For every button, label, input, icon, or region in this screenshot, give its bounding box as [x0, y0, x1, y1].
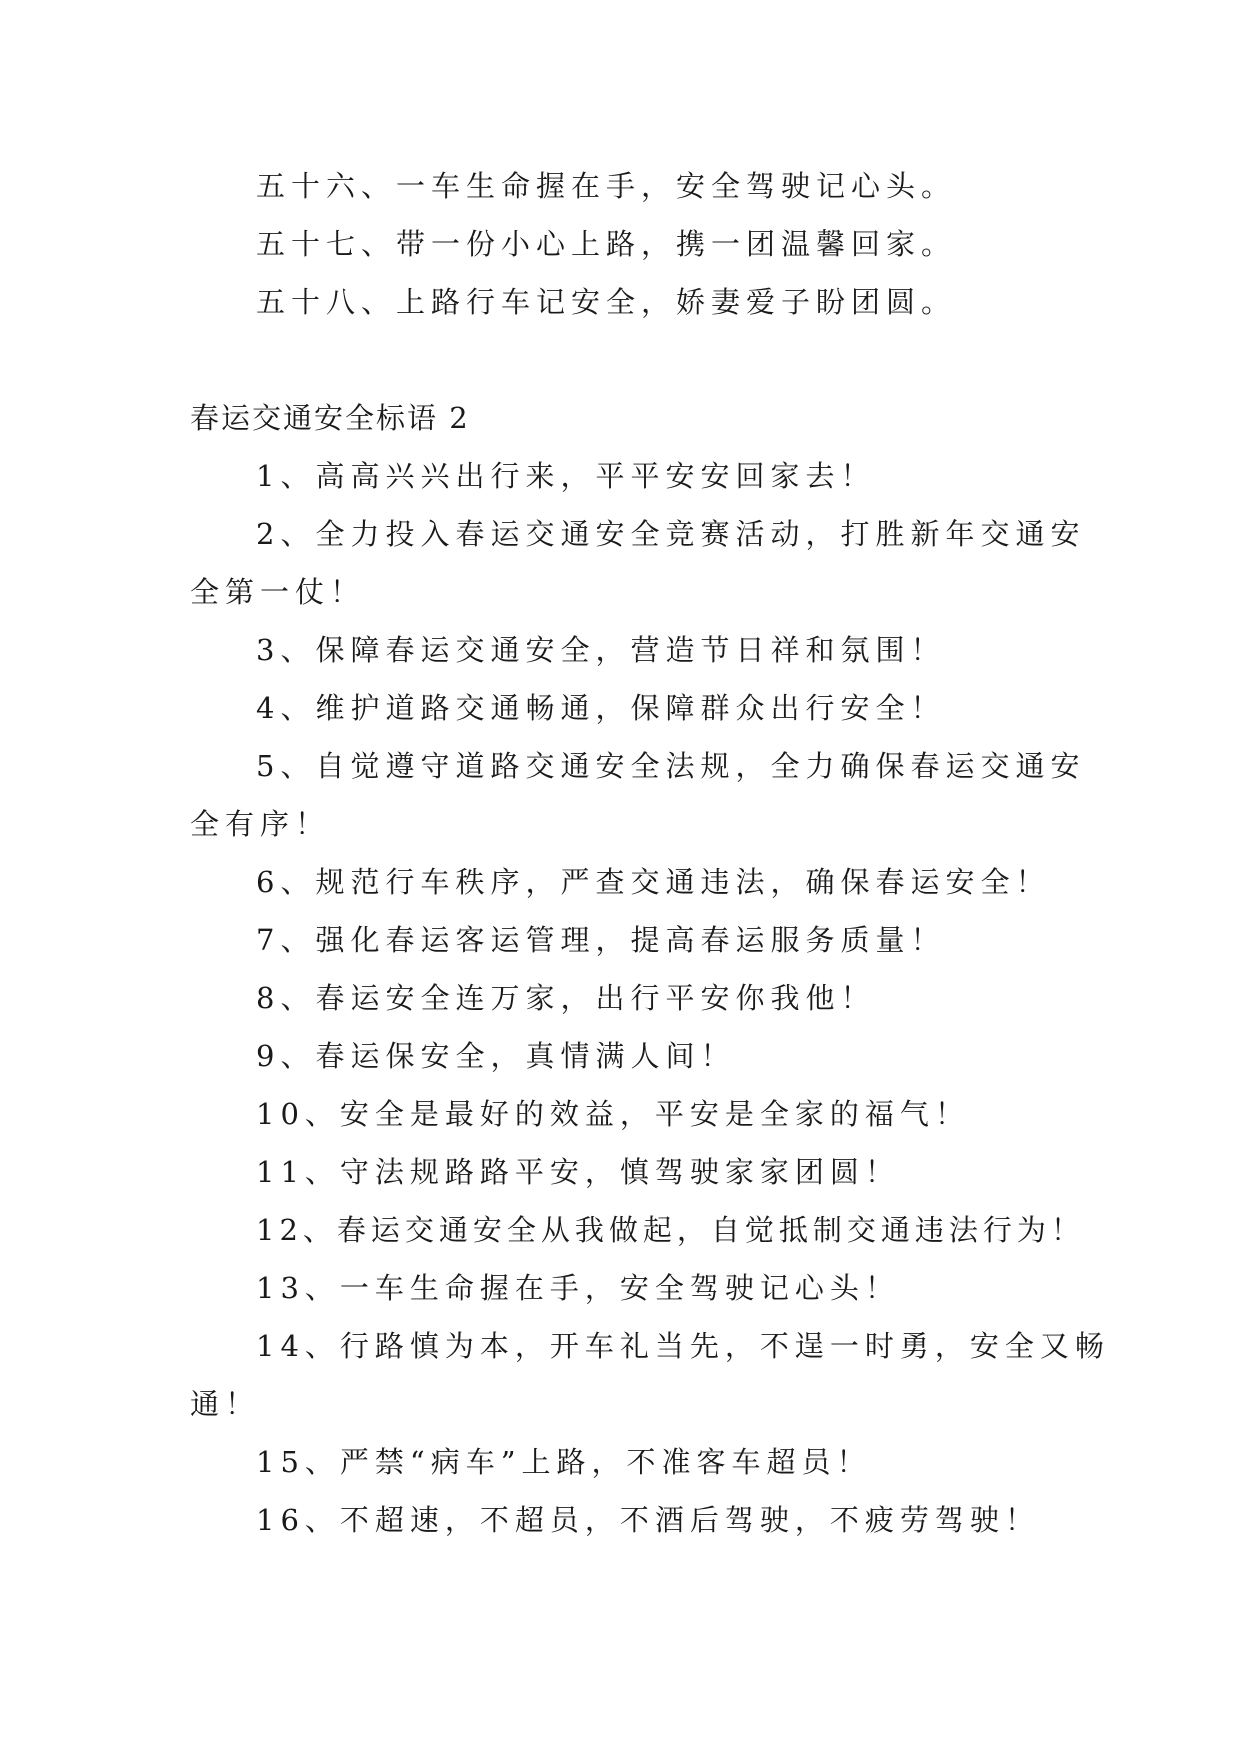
slogan-item-15: 15、严禁“病车”上路，不准客车超员！: [256, 1445, 872, 1479]
slogan-item-10: 10、安全是最好的效益，平安是全家的福气！: [256, 1097, 970, 1131]
section-title: 春运交通安全标语 2: [190, 401, 470, 435]
slogan-item-5-continuation: 全有序！: [190, 807, 331, 841]
slogan-item-16: 16、不超速，不超员，不酒后驾驶，不疲劳驾驶！: [256, 1503, 1040, 1537]
slogan-item-1: 1、高高兴兴出行来，平平安安回家去！: [256, 459, 876, 493]
slogan-item-2: 2、全力投入春运交通安全竞赛活动，打胜新年交通安: [256, 517, 1086, 551]
slogan-item-7: 7、强化春运客运管理，提高春运服务质量！: [256, 923, 946, 957]
slogan-item-4: 4、维护道路交通畅通，保障群众出行安全！: [256, 691, 946, 725]
slogan-item-5: 5、自觉遵守道路交通安全法规，全力确保春运交通安: [256, 749, 1086, 783]
slogan-item-57: 五十七、带一份小心上路，携一团温馨回家。: [256, 227, 957, 261]
slogan-item-13: 13、一车生命握在手，安全驾驶记心头！: [256, 1271, 900, 1305]
slogan-item-2-continuation: 全第一仗！: [190, 575, 366, 609]
slogan-item-8: 8、春运安全连万家，出行平安你我他！: [256, 981, 876, 1015]
slogan-item-6: 6、规范行车秩序，严查交通违法，确保春运安全！: [256, 865, 1051, 899]
slogan-item-58: 五十八、上路行车记安全，娇妻爱子盼团圆。: [256, 285, 957, 319]
slogan-item-3: 3、保障春运交通安全，营造节日祥和氛围！: [256, 633, 946, 667]
slogan-item-14: 14、行路慎为本，开车礼当先，不逞一时勇，安全又畅: [256, 1329, 1110, 1363]
slogan-item-9: 9、春运保安全，真情满人间！: [256, 1039, 736, 1073]
slogan-item-12: 12、春运交通安全从我做起，自觉抵制交通违法行为！: [256, 1213, 1085, 1247]
slogan-item-11: 11、守法规路路平安，慎驾驶家家团圆！: [256, 1155, 900, 1189]
slogan-item-14-continuation: 通！: [190, 1387, 261, 1421]
slogan-item-56: 五十六、一车生命握在手，安全驾驶记心头。: [256, 169, 957, 203]
